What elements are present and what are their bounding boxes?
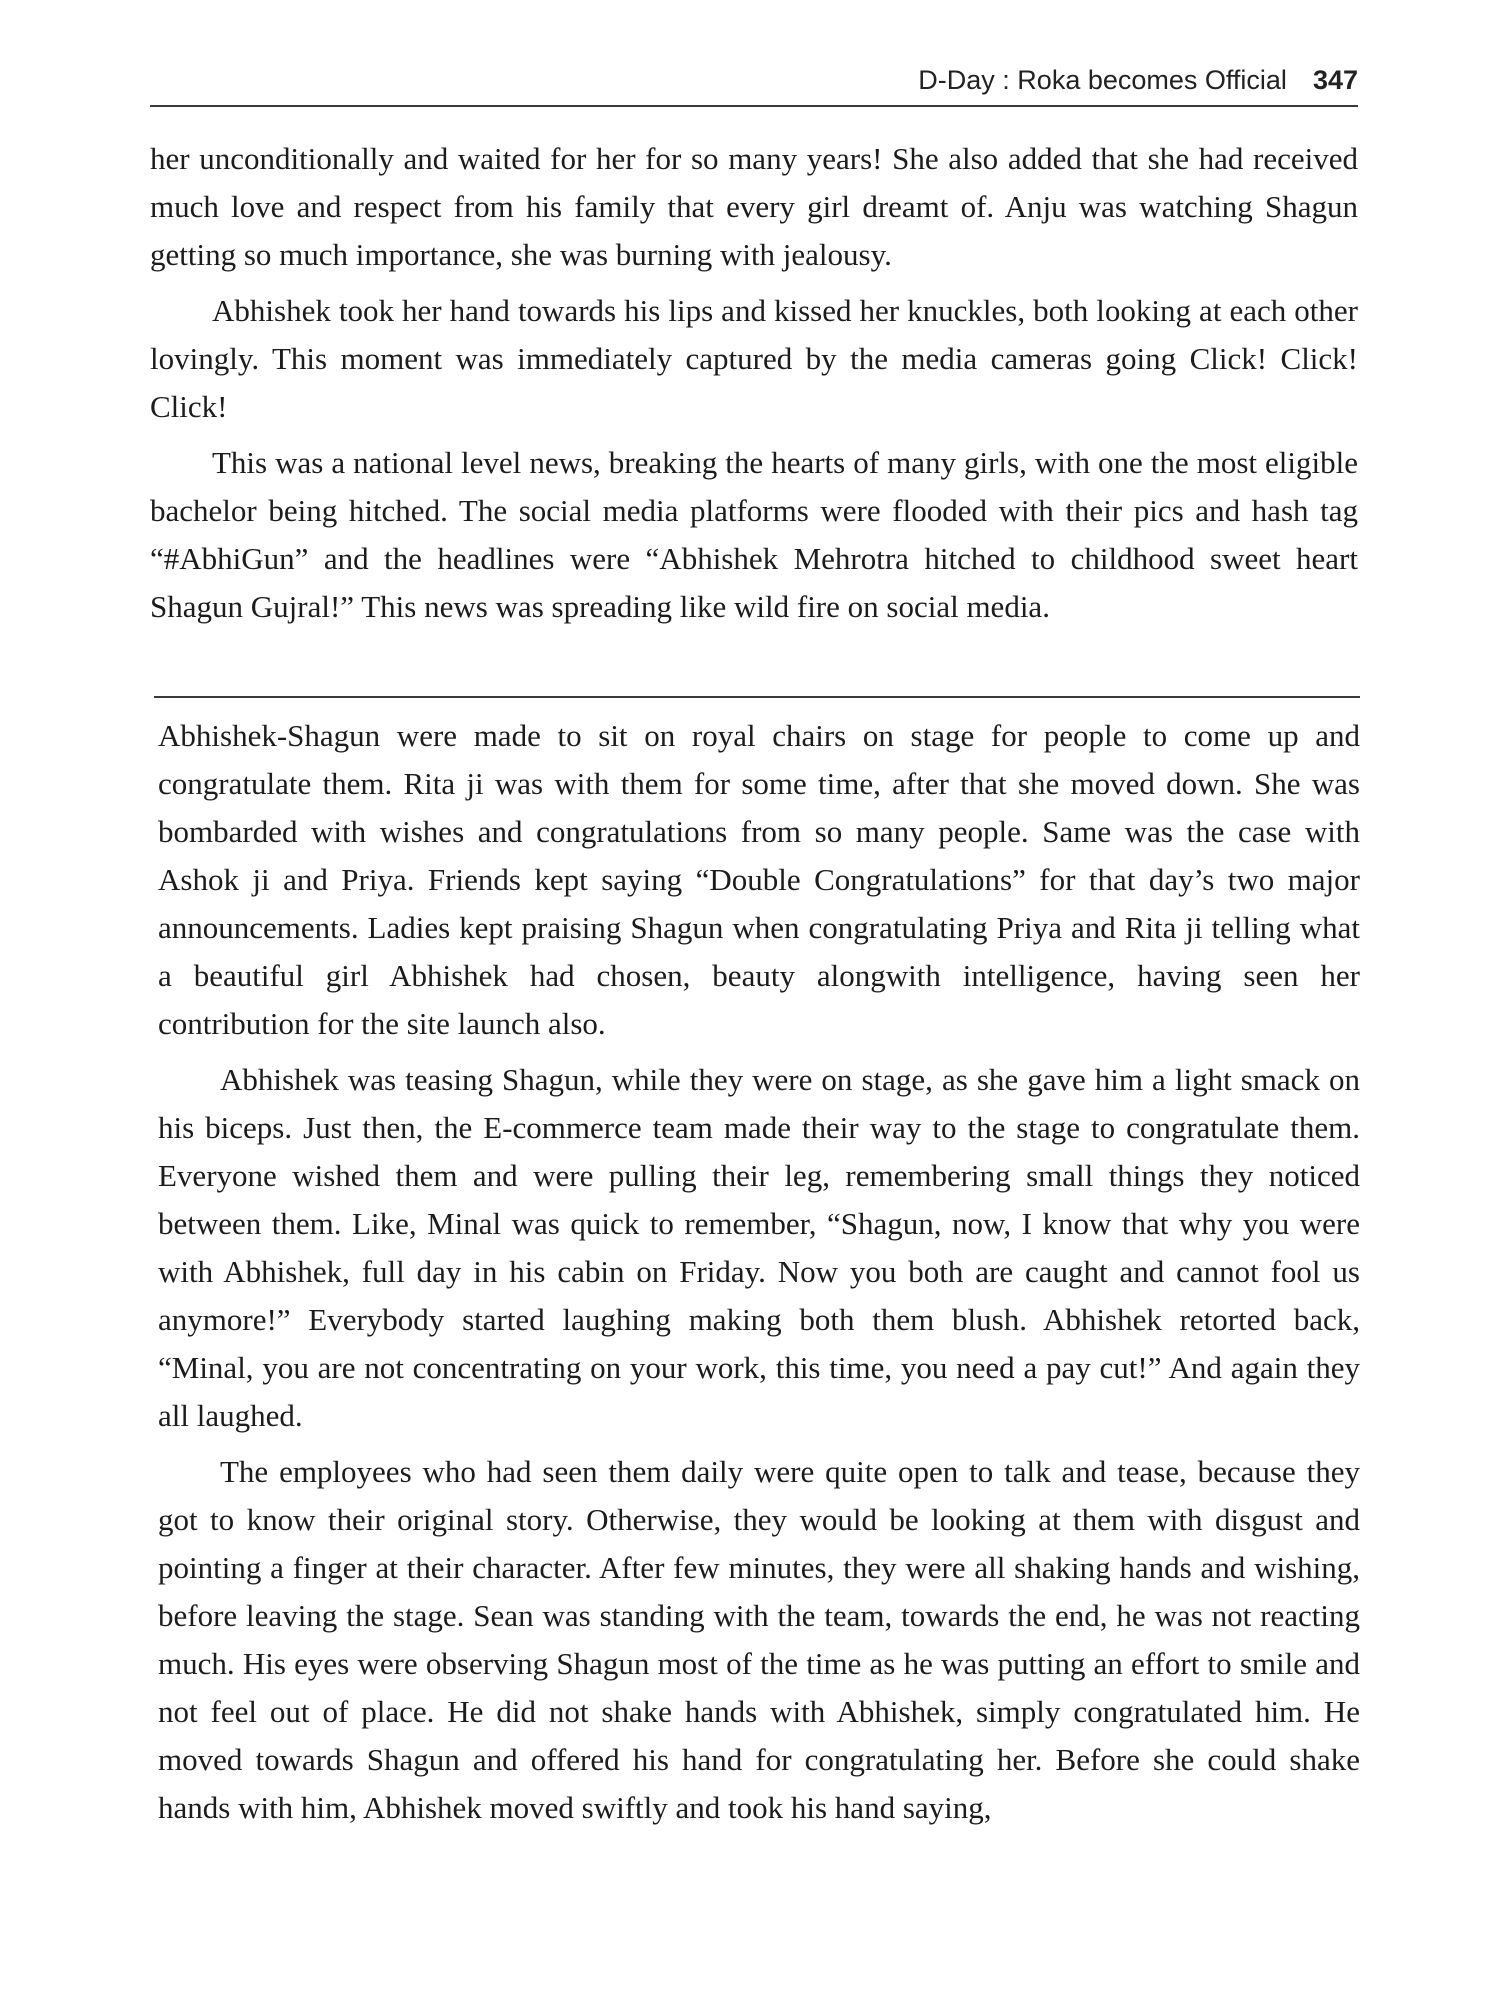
paragraph: her unconditionally and waited for her for so many years! She also added that she had received much love and respect from his family that every girl dreamt of. Anju was watching Shagun getting so much importance, she was burning with jealousy. — [150, 141, 1358, 272]
running-header — [150, 52, 1358, 96]
section-divider — [154, 696, 1360, 698]
page-number: 347 — [1312, 65, 1358, 95]
paragraph: The employees who had seen them daily were quite open to talk and tease, because they got to know their original story. Otherwise, they would be looking at them with disgust and pointing a finger at their character. After few minutes, they were all shaking hands and wishing, before leaving the stage. Sean was standing with the team, towards the end, he was not reacting much. His eyes were observing Shagun most of the time as he was putting an effort to smile and not feel out of place. He did not shake hands with Abhishek, simply congratulated him. He moved towards Shagun and offered his hand for congratulating her. Before she could shake hands with him, Abhishek moved swiftly and took his hand saying, — [158, 1454, 1360, 1825]
paragraph: Abhishek was teasing Shagun, while they were on stage, as she gave him a light smack on his biceps. Just then, the E-commerce team made their way to the stage to congratulate them. Everyone wished them and were pulling their leg, remembering small things they noticed between them. Like, Minal was quick to remember, “Shagun, now, I know that why you were with Abhishek, full day in his cabin on Friday. Now you both are caught and cannot fool us anymore!” Everybody started laughing making both them blush. Abhishek retorted back, “Minal, you are not concentrating on your work, this time, you need a pay cut!” And again they all laughed. — [158, 1062, 1360, 1433]
section-two — [158, 712, 1360, 1840]
paragraph: Abhishek-Shagun were made to sit on royal chairs on stage for people to come up and congratulate them. Rita ji was with them for some time, after that she moved down. She was bombarded with wishes and congratulations from so many people. Same was the case with Ashok ji and Priya. Friends kept saying “Double Congratulations” for that day’s two major announcements. Ladies kept praising Shagun when congratulating Priya and Rita ji telling what a beautiful girl Abhishek had chosen, beauty alongwith intelligence, having seen her contribution for the site launch also. — [158, 718, 1360, 1041]
section-one — [150, 135, 1358, 639]
header-rule — [150, 105, 1358, 107]
paragraph: Abhishek took her hand towards his lips and kissed her knuckles, both looking at each other lovingly. This moment was immediately captured by the media cameras going Click! Click! Click! — [150, 293, 1358, 424]
paragraph: This was a national level news, breaking the hearts of many girls, with one the most eligible bachelor being hitched. The social media platforms were flooded with their pics and hash tag “#AbhiGun” and the headlines were “Abhishek Mehrotra hitched to childhood sweet heart Shagun Gujral!” This news was spreading like wild fire on social media. — [150, 445, 1358, 624]
chapter-title: D-Day : Roka becomes Official — [918, 65, 1287, 95]
